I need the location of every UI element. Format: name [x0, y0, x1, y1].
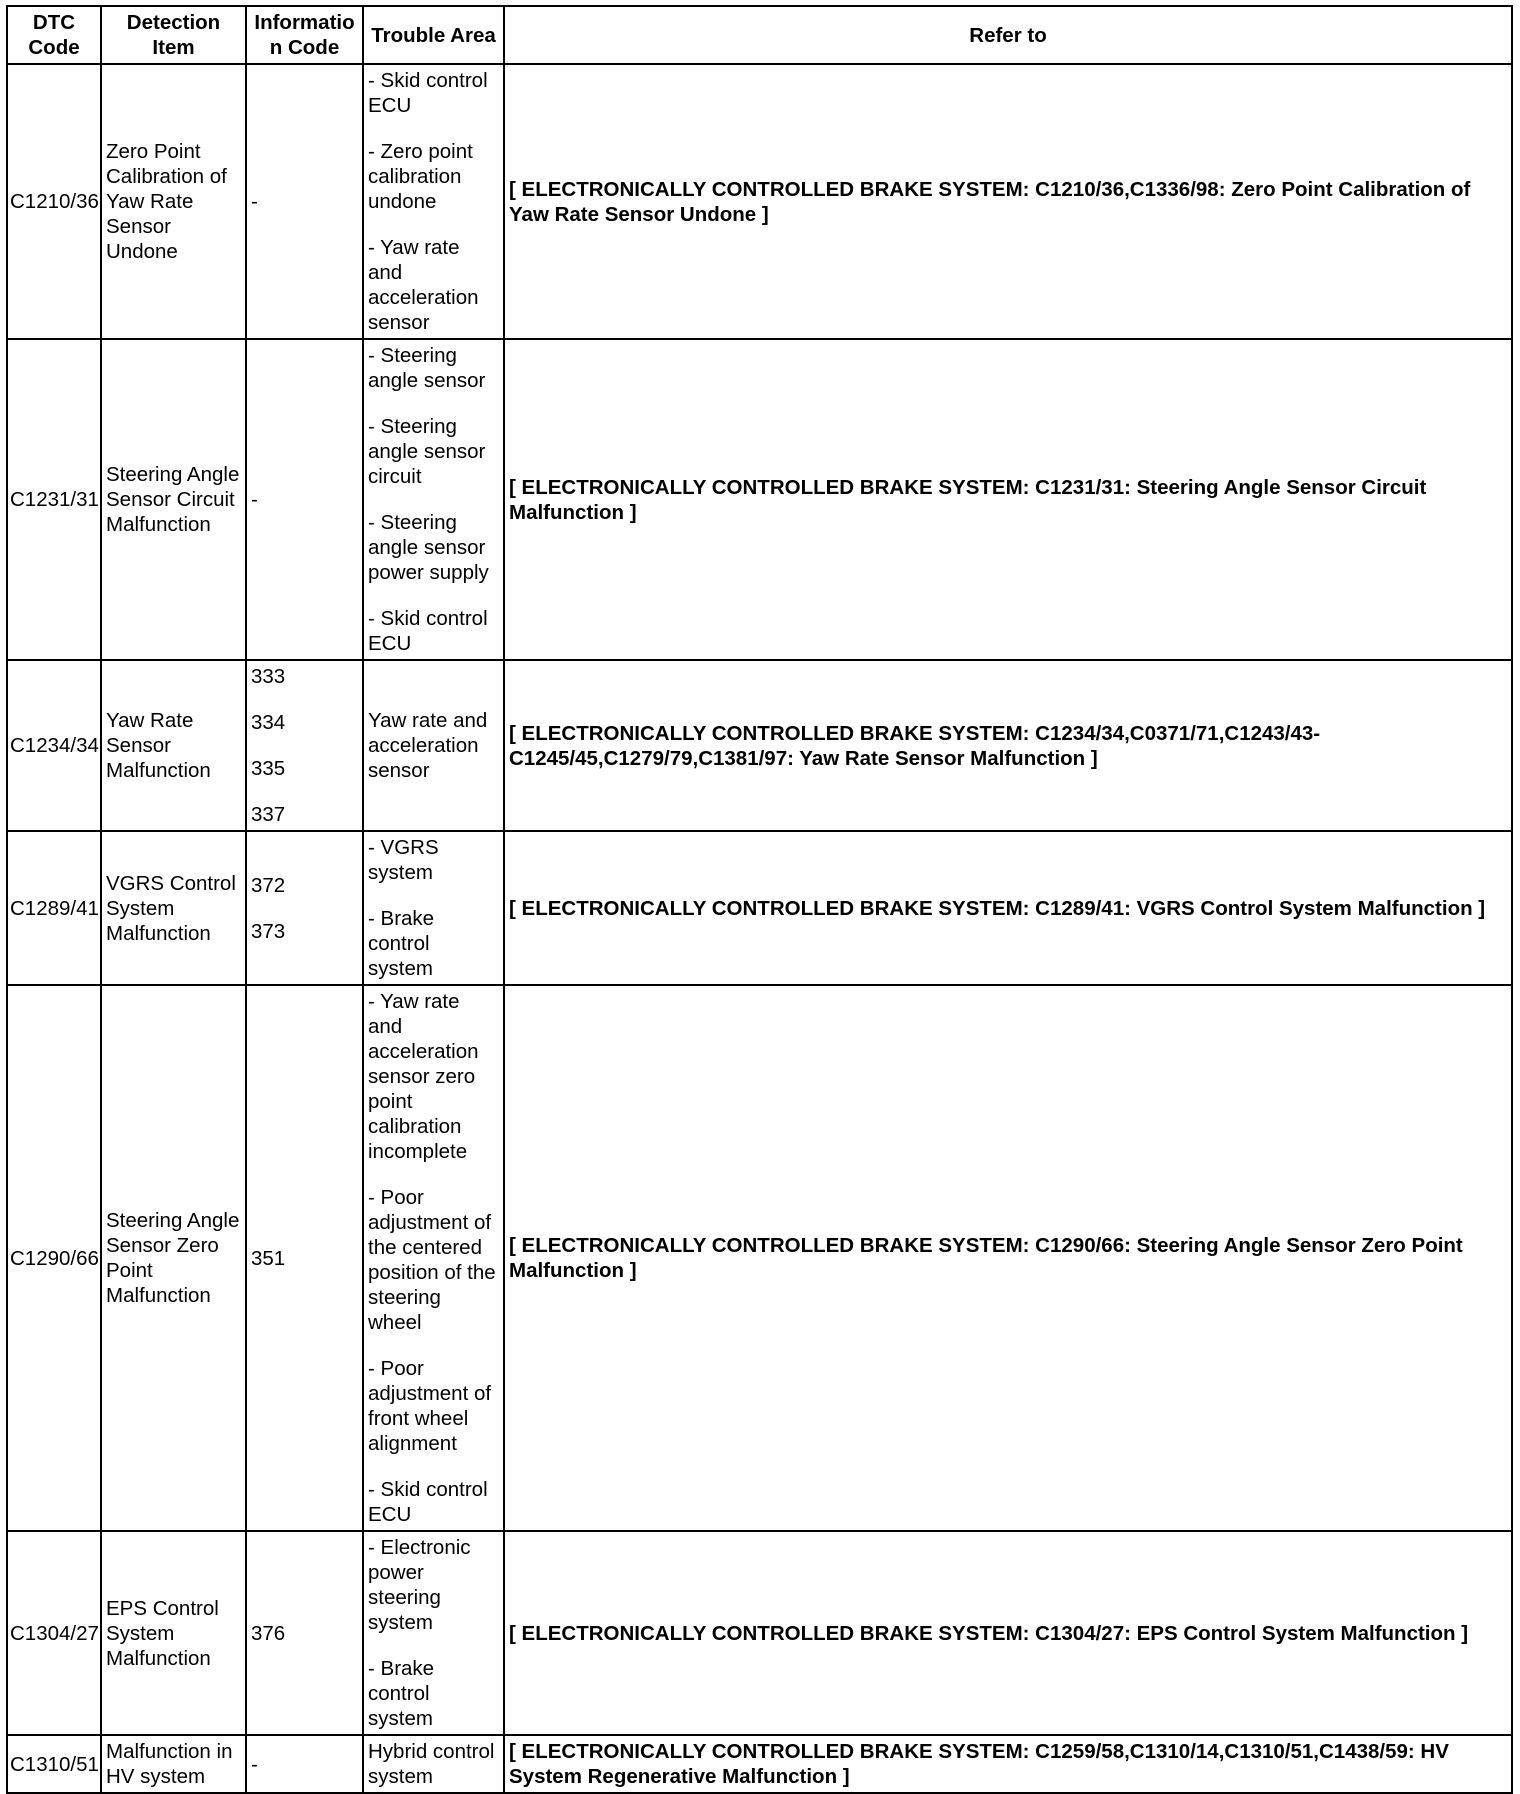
information-code: -	[251, 1752, 258, 1776]
refer-to-cell: [ ELECTRONICALLY CONTROLLED BRAKE SYSTEM: C1289/41: VGRS Control System Malfunction ]	[504, 831, 1512, 985]
information-code-cell	[246, 64, 363, 339]
trouble-area-item: - Brake control system	[368, 907, 435, 980]
dtc-code-cell: C1289/41	[7, 831, 101, 985]
trouble-area-item: Yaw rate and acceleration sensor	[368, 709, 488, 782]
trouble-area-item: - Poor adjustment of the centered position of the steering wheel	[368, 1186, 496, 1334]
dtc-code-cell: C1304/27	[7, 1531, 101, 1735]
trouble-area-item: - Brake control system	[368, 1657, 435, 1730]
header-detection-item: Detection Item	[101, 6, 246, 64]
dtc-code-cell: C1234/34	[7, 660, 101, 831]
detection-item-cell: Yaw Rate Sensor Malfunction	[101, 660, 246, 831]
information-code-cell	[246, 1735, 363, 1793]
information-code-cell	[246, 985, 363, 1531]
refer-to-cell: [ ELECTRONICALLY CONTROLLED BRAKE SYSTEM: C1210/36,C1336/98: Zero Point Calibration of Yaw Rate Sensor Undone ]	[504, 64, 1512, 339]
information-code-cell	[246, 339, 363, 660]
table-row	[7, 64, 1512, 339]
trouble-area-item: - Steering angle sensor	[368, 344, 486, 392]
detection-item-cell: Malfunction in HV system	[101, 1735, 246, 1793]
information-code: 334	[251, 711, 286, 734]
refer-to-cell: [ ELECTRONICALLY CONTROLLED BRAKE SYSTEM: C1234/34,C0371/71,C1243/43-C1245/45,C1279/79,C1381/97: Yaw Rate Sensor Malfunction ]	[504, 660, 1512, 831]
information-code: 373	[251, 919, 286, 943]
refer-to-cell: [ ELECTRONICALLY CONTROLLED BRAKE SYSTEM: C1290/66: Steering Angle Sensor Zero Point Malfunction ]	[504, 985, 1512, 1531]
dtc-table	[6, 5, 1513, 1794]
information-code: 333	[251, 665, 286, 688]
trouble-area-item: - Poor adjustment of front wheel alignment	[368, 1357, 492, 1455]
table-row	[7, 660, 1512, 831]
trouble-area-item: - Skid control ECU	[368, 607, 488, 655]
trouble-area-cell	[363, 1735, 504, 1793]
trouble-area-cell	[363, 339, 504, 660]
trouble-area-item: - Electronic power steering system	[368, 1536, 471, 1634]
trouble-area-cell	[363, 985, 504, 1531]
information-code: -	[251, 488, 258, 511]
information-code-cell	[246, 831, 363, 985]
information-code: 372	[251, 873, 286, 897]
refer-to-cell: [ ELECTRONICALLY CONTROLLED BRAKE SYSTEM: C1231/31: Steering Angle Sensor Circuit Malfunction ]	[504, 339, 1512, 660]
information-code: 351	[251, 1246, 286, 1270]
information-code-cell	[246, 1531, 363, 1735]
trouble-area-cell	[363, 1531, 504, 1735]
information-code: -	[251, 190, 258, 213]
trouble-area-item: - Yaw rate and acceleration sensor zero point calibration incomplete	[368, 990, 479, 1163]
detection-item-cell: Steering Angle Sensor Circuit Malfunction	[101, 339, 246, 660]
dtc-code-cell: C1231/31	[7, 339, 101, 660]
dtc-code-cell: C1290/66	[7, 985, 101, 1531]
detection-item-cell: Zero Point Calibration of Yaw Rate Sensor Undone	[101, 64, 246, 339]
trouble-area-item: - VGRS system	[368, 836, 439, 884]
trouble-area-cell	[363, 660, 504, 831]
trouble-area-item: - Steering angle sensor circuit	[368, 415, 486, 488]
detection-item-cell: EPS Control System Malfunction	[101, 1531, 246, 1735]
detection-item-cell: VGRS Control System Malfunction	[101, 831, 246, 985]
header-refer-to: Refer to	[504, 6, 1512, 64]
information-code: 376	[251, 1621, 286, 1645]
trouble-area-cell	[363, 831, 504, 985]
dtc-code-cell: C1310/51	[7, 1735, 101, 1793]
table-row	[7, 985, 1512, 1531]
header-dtc-code: DTC Code	[7, 6, 101, 64]
trouble-area-item: - Zero point calibration undone	[368, 140, 473, 213]
table-row	[7, 339, 1512, 660]
refer-to-cell: [ ELECTRONICALLY CONTROLLED BRAKE SYSTEM: C1259/58,C1310/14,C1310/51,C1438/59: HV System Regenerative Malfunction ]	[504, 1735, 1512, 1793]
table-body	[7, 64, 1512, 1793]
header-information-code: Information Code	[246, 6, 363, 64]
information-code: 337	[251, 803, 286, 826]
trouble-area-item: Hybrid control system	[368, 1740, 495, 1788]
table-row	[7, 831, 1512, 985]
trouble-area-cell	[363, 64, 504, 339]
trouble-area-item: - Skid control ECU	[368, 69, 488, 117]
table-header	[7, 6, 1512, 64]
trouble-area-item: - Steering angle sensor power supply	[368, 511, 489, 584]
refer-to-cell: [ ELECTRONICALLY CONTROLLED BRAKE SYSTEM: C1304/27: EPS Control System Malfunction ]	[504, 1531, 1512, 1735]
trouble-area-item: - Skid control ECU	[368, 1478, 488, 1526]
trouble-area-item: - Yaw rate and acceleration sensor	[368, 236, 479, 334]
table-row	[7, 1735, 1512, 1793]
information-code: 335	[251, 757, 286, 780]
detection-item-cell: Steering Angle Sensor Zero Point Malfunction	[101, 985, 246, 1531]
table-row	[7, 1531, 1512, 1735]
header-row	[7, 6, 1512, 64]
header-trouble-area: Trouble Area	[363, 6, 504, 64]
dtc-code-cell: C1210/36	[7, 64, 101, 339]
information-code-cell	[246, 660, 363, 831]
